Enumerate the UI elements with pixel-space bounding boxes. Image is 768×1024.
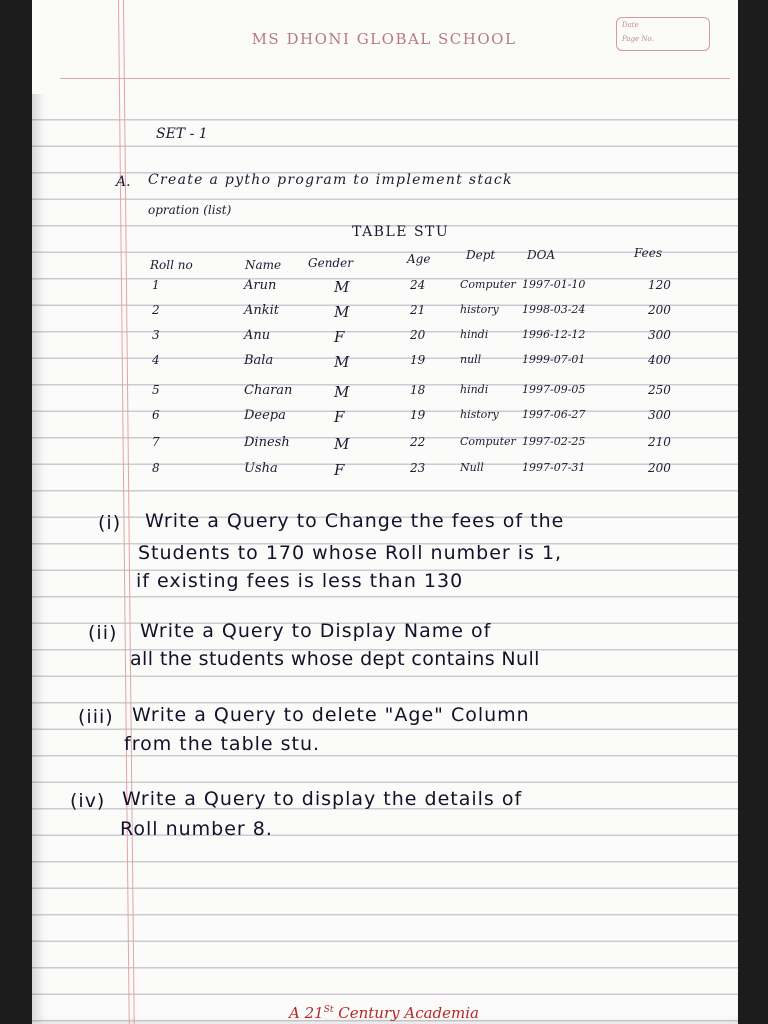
table-row (0, 303, 768, 323)
table-row (0, 408, 768, 428)
cell-doa: 1997-06-27 (522, 408, 586, 421)
cell-age: 19 (410, 408, 426, 422)
cell-fees: 120 (648, 278, 671, 292)
col-name: Name (245, 258, 282, 272)
table-row (0, 383, 768, 403)
question-2-line: Write a Query to Display Name of (140, 620, 492, 642)
cell-age: 20 (410, 328, 426, 342)
col-age: Age (407, 252, 431, 266)
cell-gender: M (334, 353, 350, 371)
cell-fees: 250 (648, 383, 671, 397)
question-1-label: (i) (98, 512, 122, 534)
task-a-label: A. (116, 174, 131, 190)
footer-suffix: Century Academia (338, 1004, 479, 1022)
cell-age: 22 (410, 435, 426, 449)
cell-dept: history (460, 303, 499, 316)
cell-name: Bala (244, 353, 274, 368)
question-2-label: (ii) (88, 622, 118, 644)
cell-gender: M (334, 435, 350, 453)
cell-name: Charan (244, 383, 293, 398)
cell-name: Arun (244, 278, 277, 293)
cell-dept: hindi (460, 328, 489, 341)
cell-roll: 8 (152, 461, 160, 475)
question-2-line: all the students whose dept contains Null (130, 648, 540, 670)
cell-gender: F (334, 328, 345, 346)
cell-dept: history (460, 408, 499, 421)
col-dept: Dept (466, 248, 496, 262)
cell-fees: 300 (648, 408, 671, 422)
cell-doa: 1996-12-12 (522, 328, 586, 341)
table-row (0, 353, 768, 373)
header-rule (60, 78, 730, 79)
cell-age: 19 (410, 353, 426, 367)
cell-age: 18 (410, 383, 426, 397)
task-a-line1: Create a pytho program to implement stack (148, 172, 513, 188)
cell-gender: M (334, 383, 350, 401)
table-row (0, 435, 768, 455)
col-doa: DOA (527, 248, 556, 262)
cell-name: Usha (244, 461, 278, 476)
table-row (0, 328, 768, 348)
cell-roll: 2 (152, 303, 160, 317)
cell-roll: 3 (152, 328, 160, 342)
cell-fees: 400 (648, 353, 671, 367)
cell-age: 24 (410, 278, 426, 292)
cell-dept: hindi (460, 383, 489, 396)
cell-gender: M (334, 278, 350, 296)
cell-gender: F (334, 461, 345, 479)
cell-name: Deepa (244, 408, 286, 423)
cell-doa: 1997-09-05 (522, 383, 586, 396)
date-label: Date (622, 21, 639, 29)
question-4-label: (iv) (70, 790, 106, 812)
cell-roll: 1 (152, 278, 160, 292)
cell-name: Ankit (244, 303, 280, 318)
col-fees: Fees (634, 246, 663, 260)
cell-roll: 7 (152, 435, 160, 449)
cell-fees: 210 (648, 435, 671, 449)
cell-dept: Computer (460, 278, 516, 291)
question-3-line: from the table stu. (124, 733, 321, 755)
cell-fees: 300 (648, 328, 671, 342)
cell-gender: F (334, 408, 345, 426)
table-row (0, 461, 768, 481)
question-1-line: Write a Query to Change the fees of the (145, 510, 565, 532)
cell-age: 21 (410, 303, 426, 317)
cell-fees: 200 (648, 461, 671, 475)
cell-name: Anu (244, 328, 271, 343)
cell-age: 23 (410, 461, 426, 475)
table-title: TABLE STU (352, 224, 450, 240)
question-3-line: Write a Query to delete "Age" Column (132, 704, 530, 726)
cell-doa: 1997-07-31 (522, 461, 586, 474)
set-title: SET - 1 (156, 126, 208, 142)
question-4-line: Write a Query to display the details of (122, 788, 523, 810)
cell-name: Dinesh (244, 435, 290, 450)
col-gender: Gender (308, 256, 353, 270)
question-4-line: Roll number 8. (120, 818, 273, 840)
col-roll-no: Roll no (150, 258, 193, 272)
cell-roll: 4 (152, 353, 160, 367)
cell-doa: 1998-03-24 (522, 303, 586, 316)
cell-doa: 1997-02-25 (522, 435, 586, 448)
footer-prefix: A 21 (288, 1004, 324, 1022)
question-1-line: Students to 170 whose Roll number is 1, (138, 542, 563, 564)
cell-doa: 1997-01-10 (522, 278, 586, 291)
date-page-box (616, 17, 710, 51)
cell-dept: Computer (460, 435, 516, 448)
task-a-line2: opration (list) (148, 203, 232, 217)
cell-doa: 1999-07-01 (522, 353, 586, 366)
cell-roll: 6 (152, 408, 160, 422)
page-no-label: Page No. (622, 35, 654, 43)
footer-superscript: St (323, 1005, 334, 1015)
question-1-line: if existing fees is less than 130 (136, 570, 464, 592)
cell-roll: 5 (152, 383, 160, 397)
cell-fees: 200 (648, 303, 671, 317)
cell-dept: Null (460, 461, 484, 474)
table-row (0, 278, 768, 298)
cell-dept: null (460, 353, 482, 366)
school-name: MS DHONI GLOBAL SCHOOL (251, 30, 517, 48)
notebook-footer (0, 1004, 768, 1022)
question-3-label: (iii) (78, 706, 114, 728)
cell-gender: M (334, 303, 350, 321)
